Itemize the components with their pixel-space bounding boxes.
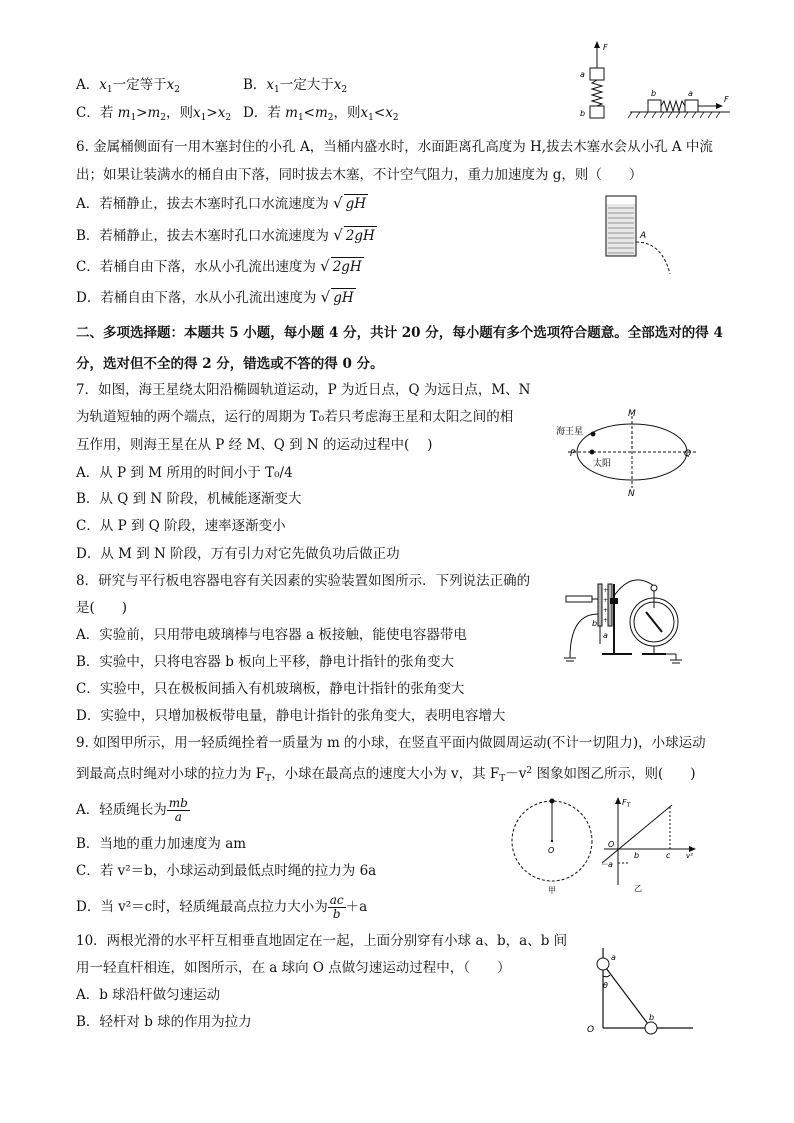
q9-tick-neg-a: －a (600, 860, 613, 869)
q9-circle-figure (510, 795, 600, 895)
q5-h-force-label: F (724, 95, 729, 104)
q9-tick-c: c (666, 851, 671, 860)
section2-line1: 二、多项选择题：本题共 5 小题，每小题 4 分，共计 20 分，每小题有多个选项符合题意。全部选对的得 4 (76, 325, 723, 341)
q10-ball-b-label: b (649, 1013, 655, 1022)
q10-theta-label: θ (603, 981, 608, 990)
q9-line1: 9. 如图甲所示，用一轻质绳拴着一质量为 m 的小球，在竖直平面内做圆周运动(不计一切阻力)，小球运动 (76, 735, 706, 751)
q5-h-block-a-label: a (688, 89, 693, 98)
q10-origin-label: O (587, 1025, 595, 1035)
q9-axis-ft-label: $F_T$ (622, 798, 631, 809)
q9-origin-label: O (608, 840, 615, 849)
q9-option-c: C．若 v²＝b，小球运动到最低点时绳的拉力为 6a (76, 863, 377, 879)
section2-line2: 分，选对但不全的得 2 分，错选或不答的得 0 分。 (76, 356, 384, 372)
q9-tick-b: b (634, 851, 640, 860)
q5-spring-figure (570, 38, 740, 122)
q10-option-a: A．b 球沿杆做匀速运动 (76, 987, 221, 1003)
q5-option-b: B．$x_1$一定大于$x_2$ (243, 77, 348, 95)
q8-option-b: B．实验中，只将电容器 b 板向上平移，静电计指针的张角变大 (76, 654, 455, 670)
q9-option-b: B．当地的重力加速度为 am (76, 836, 247, 852)
q7-sun-label: 太阳 (593, 459, 612, 469)
q6-option-b: B．若桶静止，拔去木塞时孔口水流速度为 √ 2gH (76, 226, 375, 244)
svg-text:+: + (603, 597, 609, 604)
q7-n-label: N (628, 489, 635, 499)
q6-hole-label: A (640, 231, 647, 241)
q9-graph-figure (600, 795, 700, 895)
q9-line2: 到最高点时绳对小球的拉力为 $F_T$，小球在最高点的速度大小为 v，其 $F_T-v^2$ 图象如图乙所示，则( ) (76, 766, 696, 784)
q8-plate-b-label: b (592, 619, 598, 628)
q9-option-a: A．轻质绳长为 $\frac{mb}{a}$ (76, 796, 188, 824)
q7-line2: 为轨道短轴的两个端点，运行的周期为 T₀若只考虑海王星和太阳之间的相 (76, 409, 514, 425)
q6-option-d: D．若桶自由下落，水从小孔流出速度为 √ gH (76, 288, 354, 306)
svg-text:+: + (603, 587, 609, 594)
q6-bucket-figure (600, 192, 680, 278)
q7-line3: 互作用，则海王星在从 P 经 M、Q 到 N 的运动过程中( ) (76, 437, 433, 453)
q7-m-label: M (628, 409, 636, 419)
svg-text:+: + (603, 607, 609, 614)
q10-line2: 用一轻直杆相连，如图所示，在 a 球向 O 点做匀速运动过程中，（ ） (76, 960, 511, 976)
q5-block-a-label: a (580, 70, 585, 79)
q7-orbit-figure (548, 408, 698, 498)
q9-axis-v2-label: v² (686, 852, 693, 860)
q5-h-block-b-label: b (651, 89, 657, 98)
q10-line1: 10．两根光滑的水平杆互相垂直地固定在一起，上面分别穿有小球 a、b，a、b 间 (76, 933, 568, 949)
q7-p-label: P (570, 449, 576, 459)
q9-option-d: D．当 v²＝c时，轻质绳最高点拉力大小为 $\frac{ac}{b}$ ＋a (76, 893, 368, 921)
q10-option-b: B．轻杆对 b 球的作用为拉力 (76, 1014, 252, 1030)
q5-force-label: F (603, 43, 608, 52)
q6-stem-line2: 出；如果让装满水的桶自由下落，同时拔去木塞，不计空气阻力，重力加速度为 g，则（ ） (76, 167, 643, 183)
q6-stem-line1: 6. 金属桶侧面有一用木塞封住的小孔 A，当桶内盛水时，水面距离孔高度为 H,拔去木塞水会从小孔 A 中流 (76, 139, 713, 155)
q7-option-b: B．从 Q 到 N 阶段，机械能逐渐变大 (76, 491, 302, 507)
q6-option-c: C．若桶自由下落，水从小孔流出速度为 √ 2gH (76, 257, 362, 275)
q7-line1: 7．如图，海王星绕太阳沿椭圆轨道运动，P 为近日点，Q 为远日点，M、N (76, 382, 531, 398)
q6-option-a: A．若桶静止，拔去木塞时孔口水流速度为 √ gH (76, 194, 367, 212)
q5-option-d: D．若 $m_1<m_2$，则$x_1<x_2$ (243, 105, 399, 123)
q8-plate-a-label: a (603, 631, 608, 640)
q7-planet-label: 海王星 (556, 427, 584, 437)
q9-yi-label: 乙 (634, 884, 642, 893)
q8-option-d: D．实验中，只增加极板带电量，静电计指针的张角变大，表明电容增大 (76, 708, 506, 724)
q8-option-c: C．实验中，只在极板间插入有机玻璃板，静电计指针的张角变大 (76, 681, 465, 697)
q8-electrometer-figure (562, 574, 692, 666)
q7-option-d: D．从 M 到 N 阶段，万有引力对它先做负功后做正功 (76, 546, 400, 562)
q7-option-c: C．从 P 到 Q 阶段，速率逐渐变小 (76, 518, 286, 534)
q8-line1: 8．研究与平行板电容器电容有关因素的实验装置如图所示．下列说法正确的 (76, 573, 531, 589)
q7-option-a: A．从 P 到 M 所用的时间小于 T₀/4 (76, 465, 293, 481)
q8-line2: 是( ) (76, 600, 128, 616)
q5-option-a: A．$x_1$一定等于$x_2$ (76, 77, 180, 95)
q8-option-a: A．实验前，只用带电玻璃棒与电容器 a 板接触，能使电容器带电 (76, 627, 467, 643)
q9-jia-label: 甲 (548, 886, 556, 895)
q9-center-label: O (548, 846, 555, 855)
q10-rod-figure (585, 948, 697, 1036)
q5-block-b-label: b (580, 109, 586, 118)
q10-ball-a-label: a (611, 953, 616, 962)
svg-text:+: + (603, 617, 609, 624)
q7-q-label: Q (684, 449, 692, 459)
q5-option-c: C．若 $m_1>m_2$，则$x_1>x_2$ (76, 105, 232, 123)
